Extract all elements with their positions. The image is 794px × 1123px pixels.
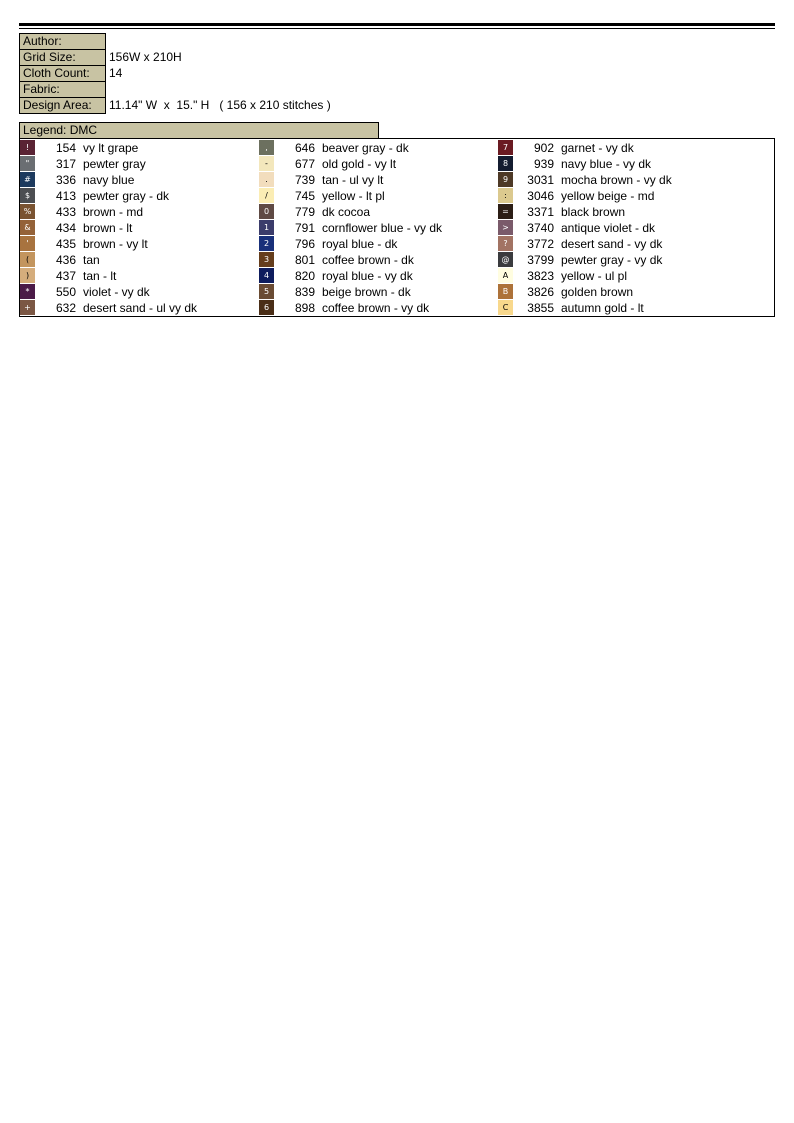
color-swatch: & [20, 220, 35, 235]
floss-code: 779 [294, 205, 315, 219]
color-swatch: C [498, 300, 513, 315]
color-swatch: A [498, 268, 513, 283]
legend-row [20, 188, 258, 204]
legend-row [498, 236, 736, 252]
legend-row [20, 268, 258, 284]
top-double-rule-thin [19, 28, 775, 29]
color-swatch: % [20, 204, 35, 219]
floss-name: brown - md [83, 205, 144, 219]
color-swatch: . [259, 172, 274, 187]
color-swatch: 3 [259, 252, 274, 267]
floss-name: pewter gray - vy dk [561, 253, 663, 267]
color-swatch: - [259, 156, 274, 171]
color-swatch: , [259, 140, 274, 155]
floss-code: 632 [55, 301, 76, 315]
legend-row [259, 204, 497, 220]
floss-code: 3046 [527, 189, 554, 203]
color-swatch: $ [20, 188, 35, 203]
author-label: Author: [19, 33, 106, 50]
legend-row [20, 172, 258, 188]
floss-code: 550 [55, 285, 76, 299]
legend-row [498, 172, 736, 188]
floss-code: 677 [294, 157, 315, 171]
legend-row [259, 140, 497, 156]
legend-column [20, 140, 258, 316]
floss-code: 745 [294, 189, 315, 203]
color-swatch: 5 [259, 284, 274, 299]
legend-row [20, 204, 258, 220]
legend-row [259, 236, 497, 252]
floss-code: 436 [55, 253, 76, 267]
floss-name: beaver gray - dk [322, 141, 409, 155]
floss-name: golden brown [561, 285, 634, 299]
color-swatch: 2 [259, 236, 274, 251]
floss-name: mocha brown - vy dk [561, 173, 672, 187]
floss-code: 336 [55, 173, 76, 187]
floss-name: yellow beige - md [561, 189, 655, 203]
color-swatch: 4 [259, 268, 274, 283]
legend-column [498, 140, 736, 316]
color-swatch: ' [20, 236, 35, 251]
floss-name: violet - vy dk [83, 285, 150, 299]
color-swatch: = [498, 204, 513, 219]
color-swatch: @ [498, 252, 513, 267]
floss-name: antique violet - dk [561, 221, 656, 235]
color-swatch: ? [498, 236, 513, 251]
legend-row [20, 252, 258, 268]
floss-name: dk cocoa [322, 205, 371, 219]
floss-name: tan [83, 253, 100, 267]
floss-code: 902 [533, 141, 554, 155]
legend-row [259, 172, 497, 188]
floss-name: brown - vy lt [83, 237, 148, 251]
floss-code: 3740 [527, 221, 554, 235]
floss-code: 839 [294, 285, 315, 299]
color-swatch: 8 [498, 156, 513, 171]
legend-row [498, 252, 736, 268]
color-swatch: : [498, 188, 513, 203]
legend-row [20, 300, 258, 316]
legend-table [19, 138, 775, 317]
color-swatch: * [20, 284, 35, 299]
legend-row [20, 236, 258, 252]
color-swatch: 7 [498, 140, 513, 155]
floss-code: 3855 [527, 301, 554, 315]
floss-code: 3823 [527, 269, 554, 283]
floss-code: 791 [294, 221, 315, 235]
color-swatch: ) [20, 268, 35, 283]
legend-row [498, 268, 736, 284]
legend-row [498, 300, 736, 316]
floss-name: tan - lt [83, 269, 117, 283]
color-swatch: / [259, 188, 274, 203]
legend-row [498, 284, 736, 300]
floss-name: pewter gray - dk [83, 189, 170, 203]
floss-name: desert sand - ul vy dk [83, 301, 198, 315]
floss-code: 435 [55, 237, 76, 251]
floss-code: 801 [294, 253, 315, 267]
floss-name: vy lt grape [83, 141, 139, 155]
color-swatch: ( [20, 252, 35, 267]
floss-name: navy blue [83, 173, 135, 187]
floss-name: coffee brown - vy dk [322, 301, 430, 315]
design-area-value: 11.14" W x 15." H ( 156 x 210 stitches ) [109, 98, 331, 112]
floss-name: black brown [561, 205, 626, 219]
floss-code: 739 [294, 173, 315, 187]
color-swatch: B [498, 284, 513, 299]
cloth-count-label: Cloth Count: [19, 65, 106, 82]
floss-name: old gold - vy lt [322, 157, 397, 171]
floss-code: 898 [294, 301, 315, 315]
floss-code: 317 [55, 157, 76, 171]
floss-code: 939 [533, 157, 554, 171]
cloth-count-value: 14 [109, 66, 123, 80]
floss-code: 154 [55, 141, 76, 155]
legend-row [498, 156, 736, 172]
floss-name: brown - lt [83, 221, 133, 235]
floss-code: 820 [294, 269, 315, 283]
color-swatch: " [20, 156, 35, 171]
floss-name: cornflower blue - vy dk [322, 221, 443, 235]
floss-code: 413 [55, 189, 76, 203]
color-swatch: 0 [259, 204, 274, 219]
floss-name: garnet - vy dk [561, 141, 634, 155]
color-swatch: # [20, 172, 35, 187]
legend-row [259, 156, 497, 172]
legend-row [259, 284, 497, 300]
legend-column [259, 140, 497, 316]
floss-code: 796 [294, 237, 315, 251]
legend-row [498, 220, 736, 236]
legend-title: Legend: DMC [19, 122, 379, 139]
floss-name: yellow - lt pl [322, 189, 385, 203]
legend-row [259, 268, 497, 284]
legend-row [259, 220, 497, 236]
floss-name: royal blue - dk [322, 237, 398, 251]
color-swatch: 1 [259, 220, 274, 235]
floss-code: 3031 [527, 173, 554, 187]
floss-code: 433 [55, 205, 76, 219]
floss-name: royal blue - vy dk [322, 269, 413, 283]
floss-name: navy blue - vy dk [561, 157, 652, 171]
floss-name: desert sand - vy dk [561, 237, 663, 251]
grid-size-value: 156W x 210H [109, 50, 182, 64]
floss-code: 437 [55, 269, 76, 283]
floss-name: pewter gray [83, 157, 146, 171]
legend-row [20, 140, 258, 156]
legend-row [20, 156, 258, 172]
color-swatch: ! [20, 140, 35, 155]
fabric-label: Fabric: [19, 81, 106, 98]
design-area-label: Design Area: [19, 97, 106, 114]
legend-row [259, 188, 497, 204]
floss-name: yellow - ul pl [561, 269, 628, 283]
legend-row [498, 140, 736, 156]
floss-code: 3799 [527, 253, 554, 267]
floss-name: autumn gold - lt [561, 301, 644, 315]
color-swatch: > [498, 220, 513, 235]
color-swatch: + [20, 300, 35, 315]
floss-code: 3772 [527, 237, 554, 251]
floss-name: coffee brown - dk [322, 253, 414, 267]
legend-row [20, 220, 258, 236]
legend-row [259, 252, 497, 268]
legend-row [498, 188, 736, 204]
grid-size-label: Grid Size: [19, 49, 106, 66]
color-swatch: 9 [498, 172, 513, 187]
color-swatch: 6 [259, 300, 274, 315]
top-double-rule [19, 23, 775, 26]
floss-code: 3371 [527, 205, 554, 219]
legend-row [498, 204, 736, 220]
floss-name: beige brown - dk [322, 285, 411, 299]
legend-row [20, 284, 258, 300]
floss-code: 646 [294, 141, 315, 155]
floss-code: 434 [55, 221, 76, 235]
floss-code: 3826 [527, 285, 554, 299]
legend-row [259, 300, 497, 316]
floss-name: tan - ul vy lt [322, 173, 384, 187]
